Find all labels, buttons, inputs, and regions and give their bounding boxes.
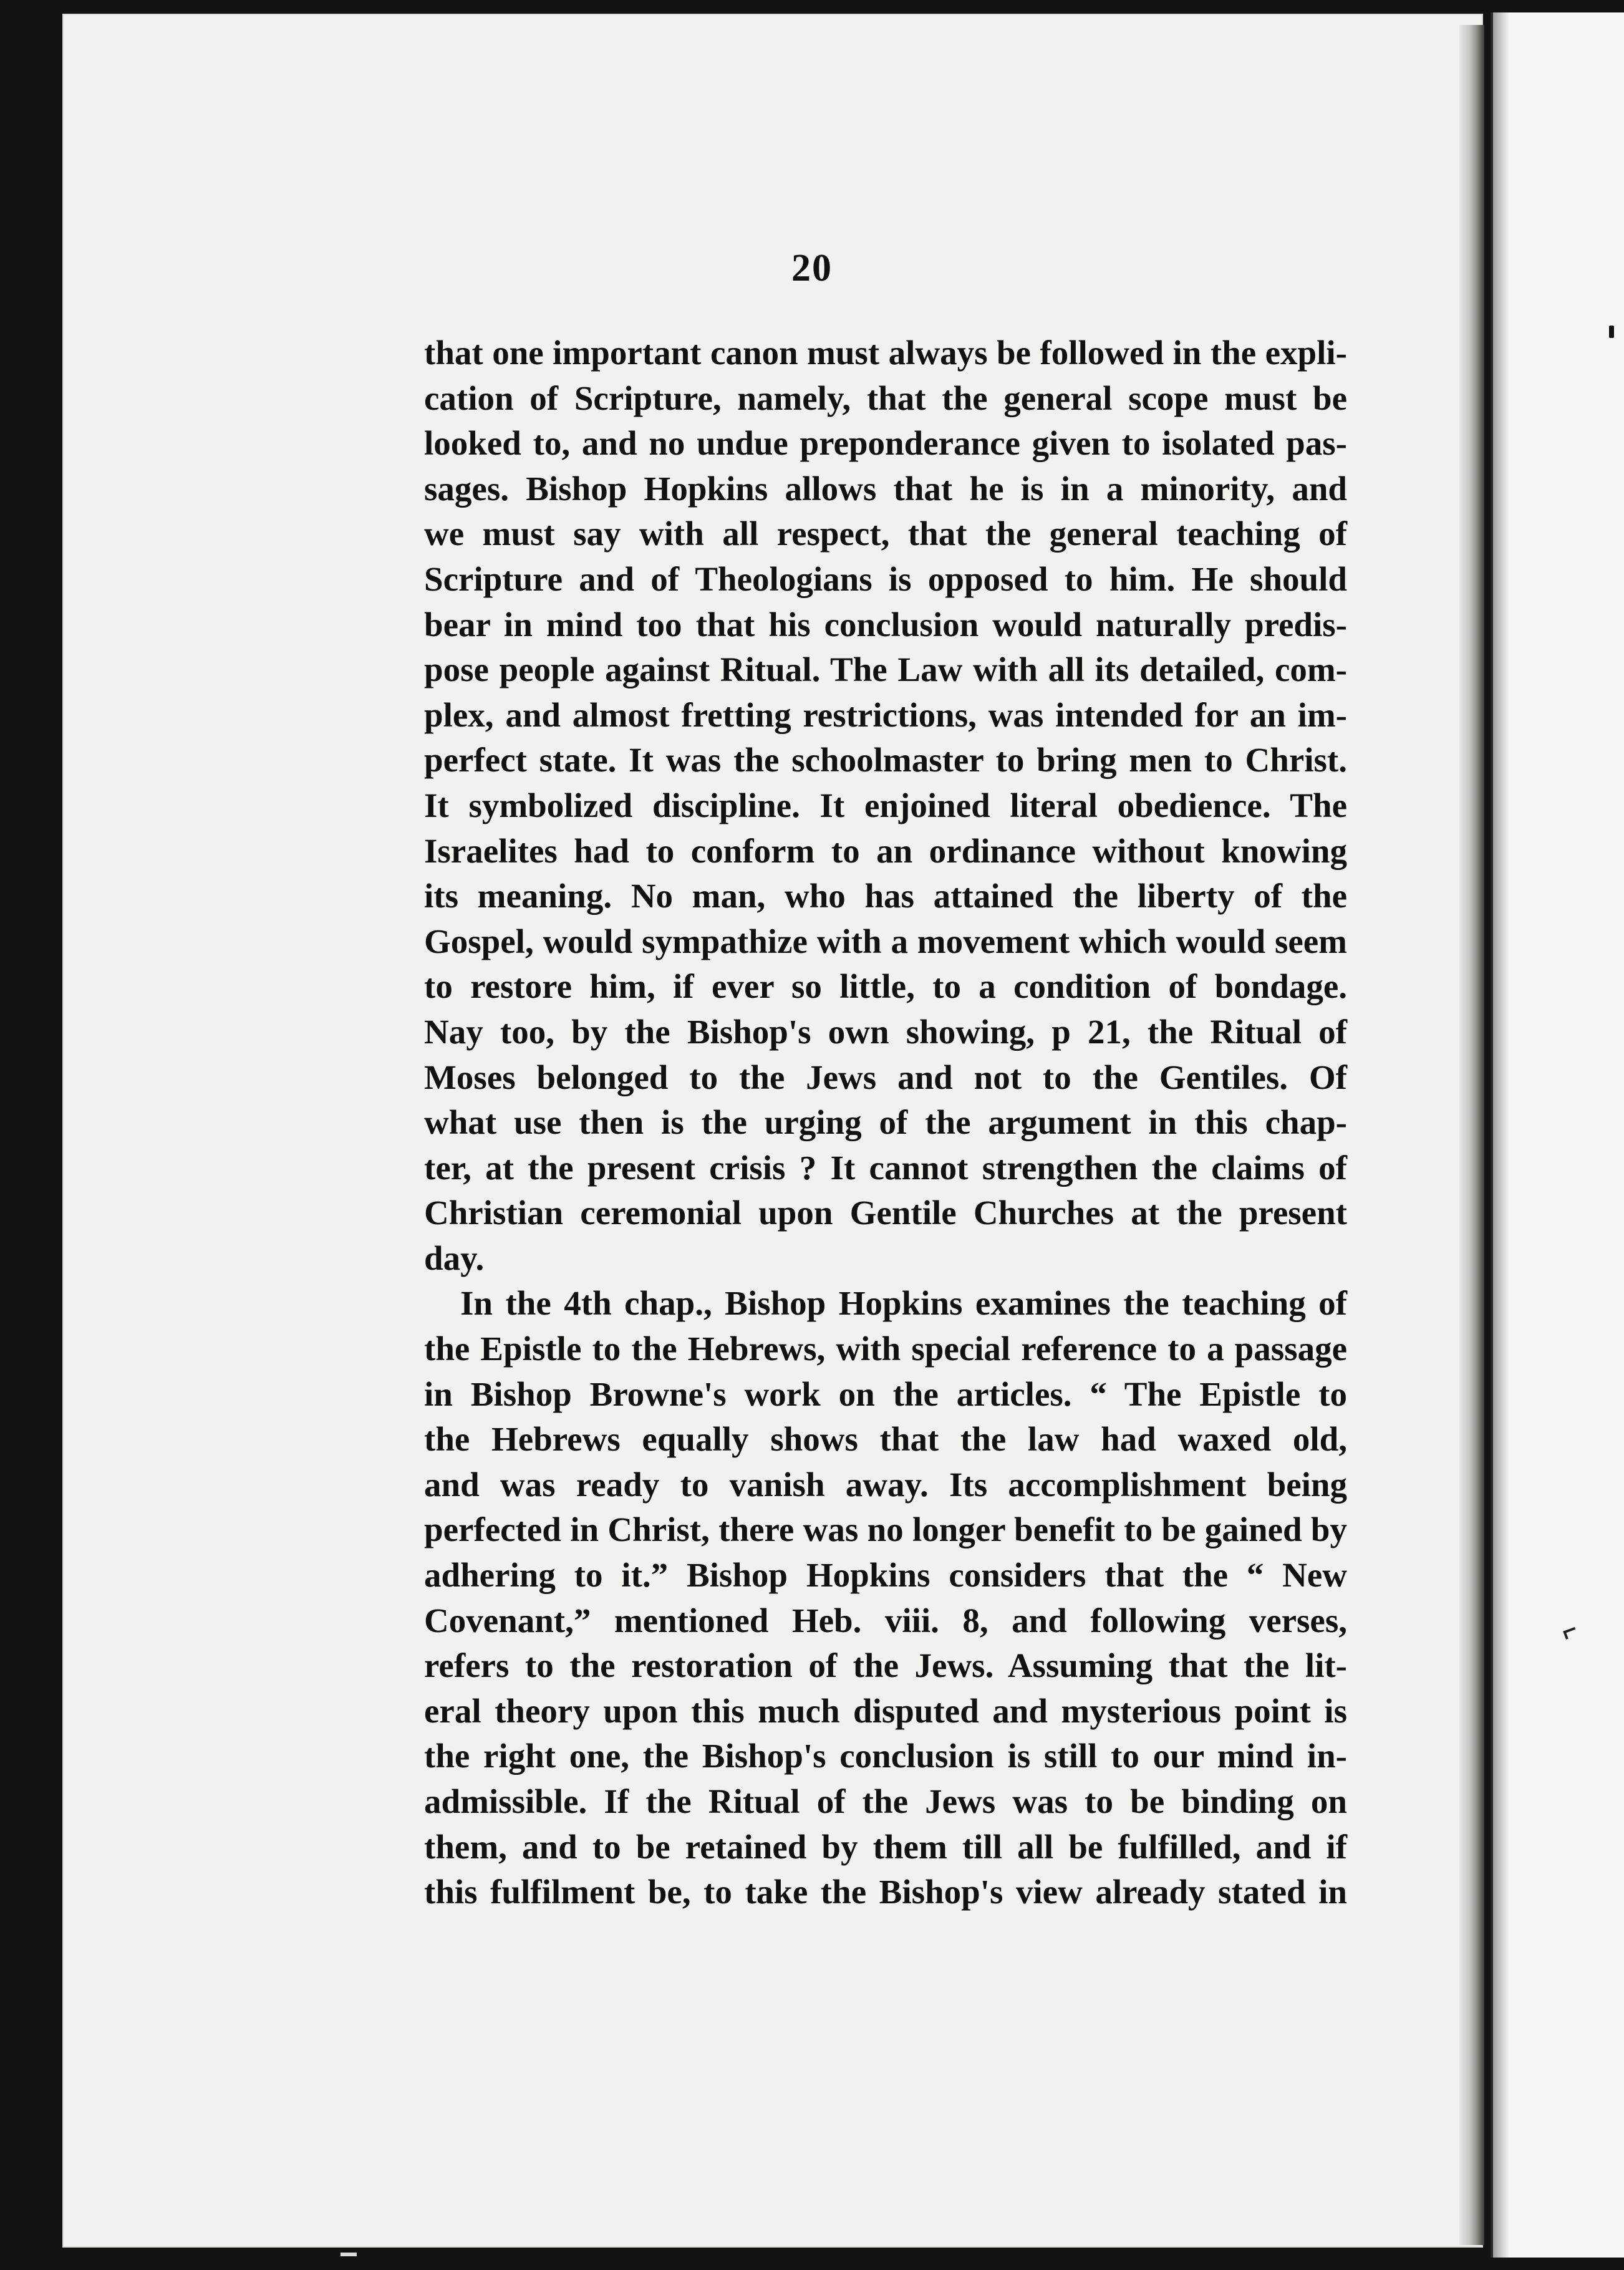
page-edge: [1459, 25, 1484, 2245]
text-line: admissible. If the Ritual of the Jews was to be binding on: [424, 1782, 1347, 1820]
text-line: we must say with all respect, that the general teaching of: [424, 514, 1347, 553]
text-line: ter, at the present crisis ? It cannot strengthen the claims of: [424, 1148, 1347, 1187]
text-line: looked to, and no undue preponderance given to isolated pas-: [424, 424, 1347, 463]
text-line: them, and to be retained by them till all be fulfilled, and if: [424, 1827, 1347, 1866]
text-line: eral theory upon this much disputed and mysterious point is: [424, 1691, 1347, 1730]
facing-page-mark: [1609, 326, 1614, 338]
text-line: in Bishop Browne's work on the articles. “ The Epistle to: [424, 1374, 1347, 1413]
text-line: bear in mind too that his conclusion would naturally predis-: [424, 605, 1347, 644]
text-line: day.: [424, 1239, 485, 1277]
text-line: this fulfilment be, to take the Bishop's view already stated in: [424, 1873, 1347, 1911]
text-line: pose people against Ritual. The Law with all its detailed, com-: [424, 650, 1347, 689]
text-line: Covenant,” mentioned Heb. viii. 8, and following verses,: [424, 1601, 1347, 1640]
facing-page: [1491, 12, 1624, 2258]
text-line: its meaning. No man, who has attained the liberty of the: [424, 877, 1347, 915]
text-line: Scripture and of Theologians is opposed to him. He should: [424, 559, 1347, 598]
gutter-shadow: [1493, 12, 1509, 2258]
text-line: adhering to it.” Bishop Hopkins considers that the “ New: [424, 1556, 1347, 1595]
paragraph-first-line: In the 4th chap., Bishop Hopkins examines the teaching of: [460, 1284, 1347, 1323]
text-line: Christian ceremonial upon Gentile Churches at the present: [424, 1194, 1347, 1232]
text-line: perfect state. It was the schoolmaster to bring men to Christ.: [424, 741, 1347, 780]
text-line: refers to the restoration of the Jews. Assuming that the lit-: [424, 1646, 1347, 1685]
text-line: It symbolized discipline. It enjoined literal obedience. The: [424, 786, 1347, 824]
body-text: [424, 331, 1347, 1915]
text-line: that one important canon must always be followed in the expli-: [424, 334, 1347, 372]
text-line: Moses belonged to the Jews and not to the Gentiles. Of: [424, 1058, 1347, 1096]
text-line: to restore him, if ever so little, to a condition of bondage.: [424, 967, 1347, 1006]
text-line: plex, and almost fretting restrictions, was intended for an im-: [424, 695, 1347, 734]
text-line: cation of Scripture, namely, that the general scope must be: [424, 379, 1347, 417]
scan-artifact: [341, 2253, 357, 2256]
text-line: Israelites had to conform to an ordinance without knowing: [424, 831, 1347, 870]
text-line: what use then is the urging of the argument in this chap-: [424, 1103, 1347, 1142]
text-line: Gospel, would sympathize with a movement which would seem: [424, 922, 1347, 960]
text-line: the Hebrews equally shows that the law had waxed old,: [424, 1420, 1347, 1459]
page-number: 20: [791, 247, 833, 289]
text-line: the Epistle to the Hebrews, with special reference to a passage: [424, 1330, 1347, 1368]
text-line: Nay too, by the Bishop's own showing, p 21, the Ritual of: [424, 1012, 1347, 1051]
text-line: and was ready to vanish away. Its accomplishment being: [424, 1465, 1347, 1504]
text-line: sages. Bishop Hopkins allows that he is in a minority, and: [424, 469, 1347, 508]
text-line: the right one, the Bishop's conclusion is still to our mind in-: [424, 1737, 1347, 1775]
text-line: perfected in Christ, there was no longer benefit to be gained by: [424, 1510, 1347, 1549]
